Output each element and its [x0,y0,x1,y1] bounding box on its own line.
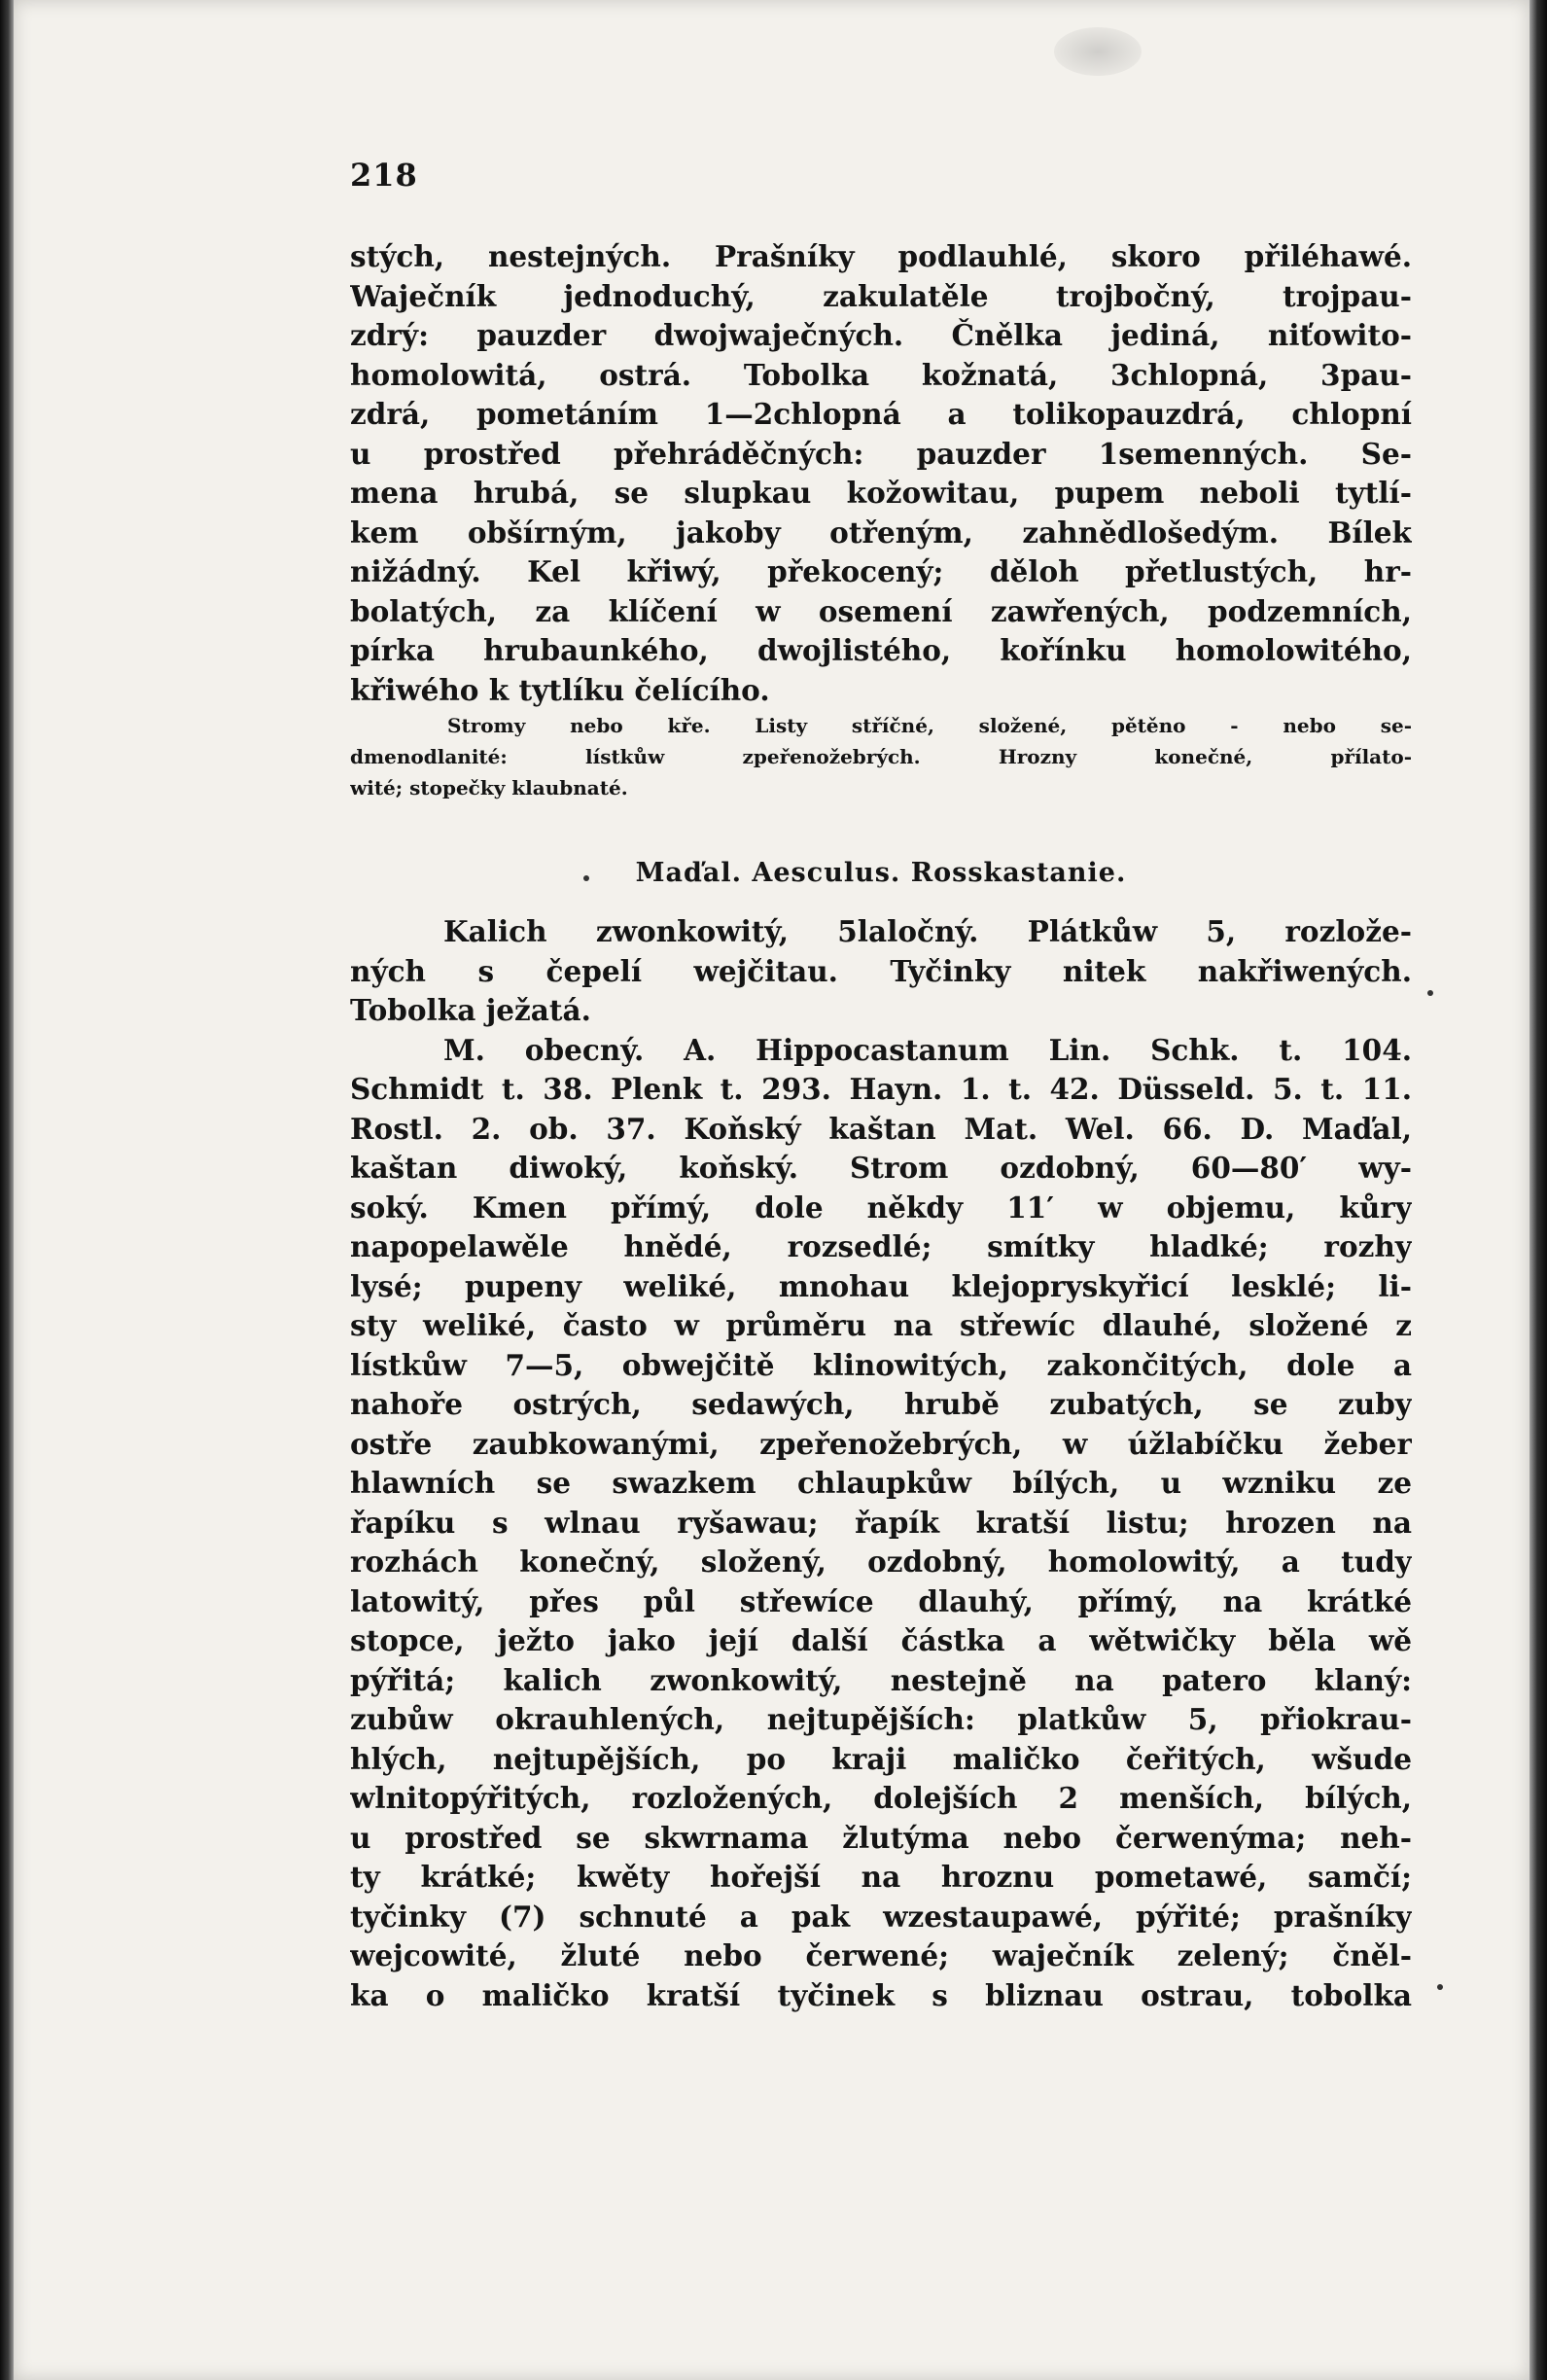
text-line: stých, nestejných. Prašníky podlauhlé, skoro přiléhawé. [350,239,1412,273]
note-line: Stromy nebo kře. Listy stříčné, složené, pětěno - nebo se- [447,714,1412,737]
text-line: stopce, ježto jako její další částka a wětwičky běla wě [350,1623,1412,1657]
text-line: u prostřed se skwrnama žlutýma nebo čerwenýma; neh- [350,1820,1412,1855]
text-line: pýřitá; kalich zwonkowitý, nestejně na patero klaný: [350,1662,1412,1697]
scan-dot [583,875,589,881]
text-line: napopelawěle hnědé, rozsedlé; smítky hladké; rozhy [350,1229,1412,1263]
note-line: dmenodlanité: lístkůw zpeřenožebrých. Hrozny konečné, přílato- [350,745,1412,768]
text-line: ty krátké; kwěty hořejší na hroznu pometawé, samčí; [350,1860,1412,1894]
text-line: Kalich zwonkowitý, 5laločný. Plátkůw 5, rozlože- [443,914,1412,948]
text-line: nižádný. Kel křiwý, překocený; děloh přetlustých, hr- [350,554,1412,588]
text-line: kaštan diwoký, koňský. Strom ozdobný, 60—80′ wy- [350,1151,1412,1185]
text-line: řapíku s wlnau ryšawau; řapík kratší listu; hrozen na [350,1505,1412,1540]
paragraph-genus [350,912,1412,1031]
page-number: 218 [350,157,418,194]
text-line: pírka hrubaunkého, dwojlistého, kořínku homolowitého, [350,633,1412,667]
note-line: wité; stopečky klaubnaté. [350,776,628,799]
paragraph-top [350,237,1412,710]
text-line: ostře zaubkowanými, zpeřenožebrých, w úžlabíčku žeber [350,1426,1412,1461]
text-line: mena hrubá, se slupkau kožowitau, pupem neboli tytlí- [350,476,1412,510]
text-line: lístkůw 7—5, obwejčitě klinowitých, zakončitých, dole a [350,1347,1412,1382]
text-line: ných s čepelí wejčitau. Tyčinky nitek nakřiwených. [350,953,1412,988]
text-line: Waječník jednoduchý, zakulatěle trojbočný, trojpau- [350,278,1412,313]
text-line: kem obšírným, jakoby otřeným, zahnědlošedým. Bílek [350,515,1412,550]
text-line: homolowitá, ostrá. Tobolka kožnatá, 3chlopná, 3pau- [350,357,1412,392]
text-line: wejcowité, žluté nebo čerwené; waječník zelený; čněl- [350,1938,1412,1972]
text-line: tyčinky (7) schnuté a pak wzestaupawé, pýřité; prašníky [350,1899,1412,1934]
text-line: nahoře ostrých, sedawých, hrubě zubatých, se zuby [350,1387,1412,1421]
text-line: hlawních se swazkem chlaupkůw bílých, u wzniku ze [350,1466,1412,1500]
text-line: lysé; pupeny weliké, mnohau klejopryskyřicí lesklé; li- [350,1268,1412,1303]
text-line: zubůw okrauhlených, nejtupějších: platkůw 5, přiokrau- [350,1702,1412,1736]
text-line: sty weliké, často w průměru na střewíc dlauhé, složené z [350,1308,1412,1342]
text-line: ka o maličko kratší tyčinek s bliznau ostrau, tobolka [350,1977,1412,2012]
text-line: wlnitopýřitých, rozložených, dolejších 2 menších, bílých, [350,1781,1412,1815]
text-line: Rostl. 2. ob. 37. Koňský kaštan Mat. Wel. 66. D. Maďal, [350,1111,1412,1146]
text-line: u prostřed přehráděčných: pauzder 1semenných. Se- [350,436,1412,471]
scan-dot [1427,990,1433,996]
scan-dot [1437,1984,1443,1990]
text-line: rozhách konečný, složený, ozdobný, homolowitý, a tudy [350,1545,1412,1579]
text-line: Schmidt t. 38. Plenk t. 293. Hayn. 1. t. 42. Düsseld. 5. t. 11. [350,1072,1412,1106]
genus-heading: Maďal. Aesculus. Rosskastanie. [635,858,1127,888]
scan-edge-left [0,0,14,2380]
text-line: latowitý, přes půl střewíce dlauhý, přímý, na krátké [350,1583,1412,1618]
text-line: zdrý: pauzder dwojwaječných. Čnělka jediná, niťowito- [350,318,1412,352]
scan-smudge [1054,27,1142,76]
text-line: soký. Kmen přímý, dole někdy 11′ w objemu, kůry [350,1190,1412,1225]
page-text [350,156,1412,2015]
note-block [350,710,1412,803]
paragraph-species [350,1031,1412,2016]
text-line: zdrá, pometáním 1—2chlopná a tolikopauzdrá, chlopní [350,397,1412,431]
scan-edge-right [1529,0,1547,2380]
text-line: bolatých, za klíčení w osemení zawřených, podzemních, [350,593,1412,628]
text-line: M. obecný. A. Hippocastanum Lin. Schk. t. 104. [443,1032,1412,1067]
text-line: hlých, nejtupějších, po kraji maličko čeřitých, wšude [350,1741,1412,1776]
text-line: křiwého k tytlíku čelícího. [350,672,770,707]
text-line: Tobolka ježatá. [350,993,591,1027]
